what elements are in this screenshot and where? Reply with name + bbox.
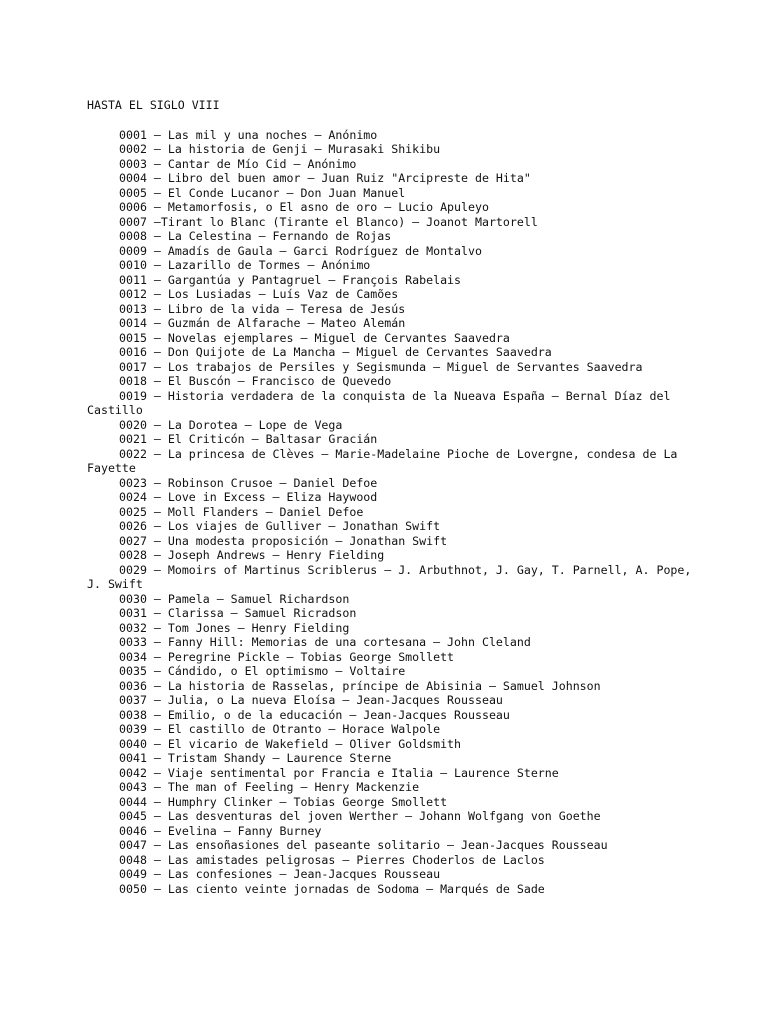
list-item: 0025 – Moll Flanders – Daniel Defoe xyxy=(119,504,364,519)
list-item: 0002 – La historia de Genji – Murasaki Shikibu xyxy=(119,142,441,156)
list-item: 0039 – El castillo de Otranto – Horace Walpole xyxy=(119,722,441,736)
list-item: 0042 – Viaje sentimental por Francia e Italia – Laurence Sterne xyxy=(119,765,559,780)
list-item: 0026 – Los viajes de Gulliver – Jonathan Swift xyxy=(119,519,441,533)
list-item: 0003 – Cantar de Mío Cid – Anónimo xyxy=(119,156,357,171)
list-item: 0010 – Lazarillo de Tormes – Anónimo xyxy=(119,258,371,272)
list-item: 0013 – Libro de la vida – Teresa de Jesús xyxy=(119,301,406,316)
book-list xyxy=(87,128,707,897)
list-item: 0047 – Las ensoñasiones del paseante solitario – Jean-Jacques Rousseau xyxy=(119,838,608,852)
list-item: 0001 – Las mil y una noches – Anónimo xyxy=(119,127,378,142)
list-item: 0009 – Amadís de Gaula – Garci Rodríguez de Montalvo xyxy=(119,243,482,258)
list-item: 0034 – Peregrine Pickle – Tobias George Smollett xyxy=(119,649,455,664)
list-item: 0048 – Las amistades peligrosas – Pierres Choderlos de Laclos xyxy=(119,852,545,867)
list-item: 0017 – Los trabajos de Persiles y Segismunda – Miguel de Servantes Saavedra xyxy=(119,359,643,374)
list-item: 0038 – Emilio, o de la educación – Jean-Jacques Rousseau xyxy=(119,707,510,722)
list-item: 0015 – Novelas ejemplares – Miguel de Cervantes Saavedra xyxy=(119,330,510,345)
list-item: 0016 – Don Quijote de La Mancha – Miguel de Cervantes Saavedra xyxy=(119,345,552,359)
list-item: 0008 – La Celestina – Fernando de Rojas xyxy=(119,229,392,243)
list-item: 0033 – Fanny Hill: Memorias de una cortesana – John Cleland xyxy=(119,635,531,649)
list-item: 0022 – La princesa de Clèves – Marie-Madelaine Pioche de Lovergne, condesa de La Fayette xyxy=(87,446,678,475)
list-item: 0032 – Tom Jones – Henry Fielding xyxy=(119,620,350,635)
list-item: 0012 – Los Lusiadas – Luís Vaz de Camões xyxy=(119,287,399,301)
section-heading: HASTA EL SIGLO VIII xyxy=(87,98,220,112)
list-item: 0037 – Julia, o La nueva Eloísa – Jean-Jacques Rousseau xyxy=(119,693,503,707)
list-item: 0020 – La Dorotea – Lope de Vega xyxy=(119,417,343,432)
list-item: 0014 – Guzmán de Alfarache – Mateo Alemán xyxy=(119,316,406,330)
list-item: 0023 – Robinson Crusoe – Daniel Defoe xyxy=(119,475,378,490)
list-item: 0027 – Una modesta proposición – Jonathan Swift xyxy=(119,533,448,548)
list-item: 0044 – Humphry Clinker – Tobias George Smollett xyxy=(119,794,448,809)
list-item: 0005 – El Conde Lucanor – Don Juan Manuel xyxy=(119,185,406,200)
list-item: 0043 – The man of Feeling – Henry Mackenzie xyxy=(119,780,420,794)
list-item: 0021 – El Criticón – Baltasar Gracián xyxy=(119,432,378,446)
list-item: 0024 – Love in Excess – Eliza Haywood xyxy=(119,490,378,504)
list-item: 0040 – El vicario de Wakefield – Oliver Goldsmith xyxy=(119,736,462,751)
list-item: 0029 – Momoirs of Martinus Scriblerus – J. Arbuthnot, J. Gay, T. Parnell, A. Pope, J. Swift xyxy=(87,562,692,591)
list-item: 0006 – Metamorfosis, o El asno de oro – Lucio Apuleyo xyxy=(119,200,489,214)
list-item: 0007 –Tirant lo Blanc (Tirante el Blanco) – Joanot Martorell xyxy=(119,214,538,229)
list-item: 0046 – Evelina – Fanny Burney xyxy=(119,823,322,838)
list-item: 0018 – El Buscón – Francisco de Quevedo xyxy=(119,374,392,388)
list-item: 0030 – Pamela – Samuel Richardson xyxy=(119,591,350,606)
list-item: 0036 – La historia de Rasselas, príncipe de Abisinia – Samuel Johnson xyxy=(119,678,601,693)
list-item: 0004 – Libro del buen amor – Juan Ruiz "Arcipreste de Hita" xyxy=(119,171,531,185)
list-item: 0050 – Las ciento veinte jornadas de Sodoma – Marqués de Sade xyxy=(119,881,545,896)
list-item: 0035 – Cándido, o El optimismo – Voltaire xyxy=(119,664,406,678)
list-item: 0031 – Clarissa – Samuel Ricradson xyxy=(119,606,357,620)
list-item: 0041 – Tristam Shandy – Laurence Sterne xyxy=(119,751,392,765)
list-item: 0019 – Historia verdadera de la conquista de la Nueava España – Bernal Díaz del Castillo xyxy=(87,388,671,417)
document-page xyxy=(87,98,707,896)
list-item: 0045 – Las desventuras del joven Werther – Johann Wolfgang von Goethe xyxy=(119,809,601,823)
list-item: 0049 – Las confesiones – Jean-Jacques Rousseau xyxy=(119,867,441,881)
list-item: 0011 – Gargantúa y Pantagruel – François Rabelais xyxy=(119,272,462,287)
list-item: 0028 – Joseph Andrews – Henry Fielding xyxy=(119,548,385,562)
